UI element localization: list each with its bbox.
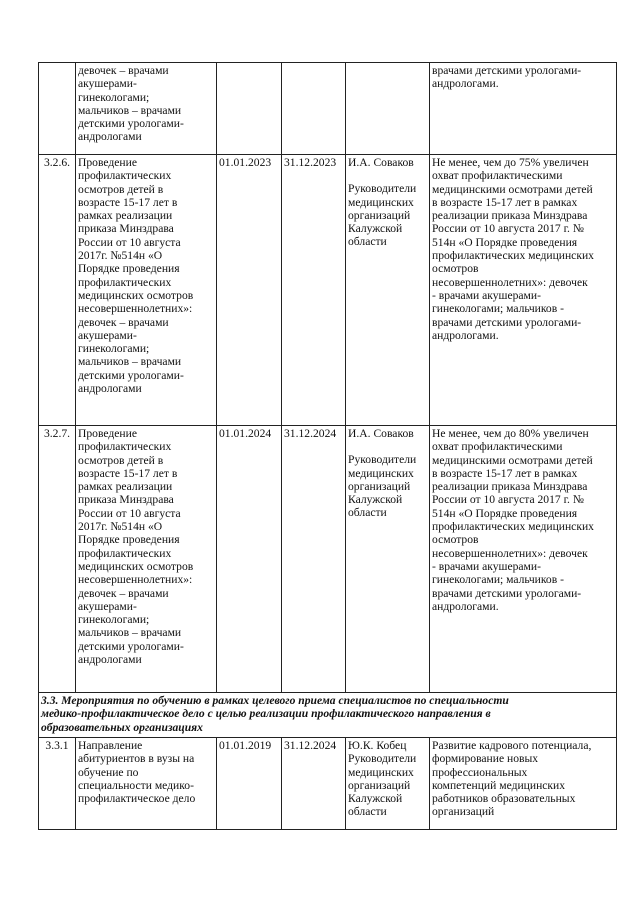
responsible-organizations [348, 182, 427, 248]
table-row [39, 426, 617, 693]
text-line: медицинских [348, 765, 414, 779]
text-line: 514н «О Порядке проведения [432, 235, 578, 249]
text-line: специальности медико- [78, 778, 194, 792]
row-number: 3.2.6. [39, 155, 76, 426]
expected-result [430, 738, 617, 830]
end-date: 31.12.2023 [282, 155, 346, 426]
text-line: области [348, 235, 387, 249]
text-line: Не менее, чем до 75% увеличен [432, 156, 589, 169]
text-line: андрологами. [432, 599, 499, 613]
text-line: акушерами- [78, 599, 137, 613]
expected-result [430, 426, 617, 693]
start-date: 01.01.2024 [217, 426, 282, 693]
text-line: профилактических медицинских [432, 520, 594, 534]
text-line: области [348, 805, 387, 819]
text-line: рамках реализации [78, 480, 173, 494]
text-line: медицинскими осмотрами детей [432, 182, 593, 196]
text-line: врачами детскими урологами- [432, 64, 582, 77]
start-date: 01.01.2019 [217, 738, 282, 830]
text-line: андрологами. [432, 77, 499, 91]
text-line: гинекологами; мальчиков - [432, 573, 564, 587]
end-date [282, 63, 346, 155]
text-line: 2017г. №514н «О [78, 249, 163, 263]
text-line: врачами детскими урологами- [432, 586, 582, 600]
text-line: Порядке проведения [78, 533, 180, 547]
text-line: Развитие кадрового потенциала, [432, 739, 592, 752]
text-line: приказа Минздрава [78, 493, 174, 507]
text-line: детскими урологами- [78, 117, 184, 131]
start-date: 01.01.2023 [217, 155, 282, 426]
end-date: 31.12.2024 [282, 738, 346, 830]
table-row [39, 155, 617, 426]
text-line: охват профилактическими [432, 440, 563, 454]
text-line: медико-профилактическое дело с целью реализации профилактического направления в [41, 707, 491, 721]
text-line: несовершеннолетних»: девочек [432, 275, 588, 289]
text-line: профилактических [78, 169, 172, 183]
text-line: организаций [348, 479, 411, 493]
measures-table [38, 62, 617, 830]
text-line: мальчиков – врачами [78, 103, 182, 117]
text-line: медицинскими осмотрами детей [432, 453, 593, 467]
table-row [39, 738, 617, 830]
measure-description [76, 63, 217, 155]
text-line: профилактических [78, 546, 172, 560]
table-row [39, 63, 617, 155]
text-line: России от 10 августа [78, 235, 181, 249]
text-line: осмотров детей в [78, 182, 164, 196]
text-line: формирование новых [432, 752, 539, 766]
start-date [217, 63, 282, 155]
section-header-row [39, 693, 617, 738]
text-line: Калужской [348, 222, 403, 236]
text-line: медицинских осмотров [78, 559, 194, 573]
responsible-organizations [348, 453, 427, 519]
text-line: Не менее, чем до 80% увеличен [432, 427, 589, 440]
text-line: работников образовательных [432, 792, 576, 806]
responsible [346, 155, 430, 426]
text-line: Руководители [348, 182, 417, 196]
expected-result [430, 155, 617, 426]
text-line: реализации приказа Минздрава [432, 209, 588, 223]
text-line: медицинских [348, 466, 414, 480]
text-line: медицинских осмотров [78, 288, 194, 302]
text-line: Проведение [78, 427, 137, 440]
measure-description [76, 155, 217, 426]
responsible-name: И.А. Соваков [348, 427, 414, 440]
text-line: области [348, 506, 387, 520]
row-number: 3.3.1 [39, 738, 76, 830]
measure-description [76, 738, 217, 830]
text-line: приказа Минздрава [78, 222, 174, 236]
text-line: Калужской [348, 493, 403, 507]
text-line: в возрасте 15-17 лет в рамках [432, 195, 578, 209]
text-line: - врачами акушерами- [432, 288, 541, 302]
measure-description [76, 426, 217, 693]
text-line: Руководители [348, 453, 417, 467]
text-line: рамках реализации [78, 209, 173, 223]
text-line: мальчиков – врачами [78, 355, 182, 369]
text-line: гинекологами; мальчиков - [432, 302, 564, 316]
text-line: организаций [348, 778, 411, 792]
text-line: 3.3. Мероприятия по обучению в рамках целевого приема специалистов по специальности [41, 694, 509, 707]
row-number: 3.2.7. [39, 426, 76, 693]
expected-result [430, 63, 617, 155]
text-line: профилактических [78, 275, 172, 289]
text-line: несовершеннолетних»: [78, 573, 193, 587]
text-line: осмотров детей в [78, 453, 164, 467]
text-line: - врачами акушерами- [432, 559, 541, 573]
text-line: осмотров [432, 533, 479, 547]
text-line: осмотров [432, 262, 479, 276]
row-number [39, 63, 76, 155]
text-line: девочек – врачами [78, 586, 169, 600]
text-line: несовершеннолетних»: [78, 302, 193, 316]
text-line: охват профилактическими [432, 169, 563, 183]
text-line: врачами детскими урологами- [432, 315, 582, 329]
responsible-name: И.А. Соваков [348, 156, 414, 169]
text-line: детскими урологами- [78, 639, 184, 653]
text-line: 2017г. №514н «О [78, 520, 163, 534]
text-line: профилактических медицинских [432, 249, 594, 263]
text-line: организаций [348, 208, 411, 222]
text-line: абитуриентов в вузы на [78, 752, 195, 766]
text-line: в возрасте 15-17 лет в рамках [432, 466, 578, 480]
text-line: несовершеннолетних»: девочек [432, 546, 588, 560]
text-line: акушерами- [78, 77, 137, 91]
text-line: Направление [78, 739, 143, 752]
text-line: гинекологами; [78, 90, 150, 104]
text-line: профессиональных [432, 765, 528, 779]
text-line: андрологами [78, 653, 142, 667]
text-line: образовательных организациях [41, 720, 203, 734]
text-line: возрасте 15-17 лет в [78, 195, 178, 209]
text-line: России от 10 августа 2017 г. № [432, 493, 584, 507]
text-line: девочек – врачами [78, 315, 169, 329]
text-line: гинекологами; [78, 342, 150, 356]
text-line: обучение по [78, 765, 139, 779]
responsible [346, 63, 430, 155]
text-line: Порядке проведения [78, 262, 180, 276]
text-line: профилактическое дело [78, 792, 196, 806]
text-line: Проведение [78, 156, 137, 169]
responsible [346, 738, 430, 830]
responsible [346, 426, 430, 693]
text-line: акушерами- [78, 328, 137, 342]
section-title [39, 693, 617, 738]
text-line: реализации приказа Минздрава [432, 480, 588, 494]
text-line: андрологами. [432, 328, 499, 342]
text-line: России от 10 августа 2017 г. № [432, 222, 584, 236]
text-line: гинекологами; [78, 613, 150, 627]
text-line: Руководители [348, 752, 417, 766]
text-line: профилактических [78, 440, 172, 454]
text-line: компетенций медицинских [432, 778, 566, 792]
text-line: возрасте 15-17 лет в [78, 466, 178, 480]
text-line: Ю.К. Кобец [348, 739, 407, 752]
text-line: андрологами [78, 130, 142, 144]
text-line: 514н «О Порядке проведения [432, 506, 578, 520]
text-line: детскими урологами- [78, 368, 184, 382]
text-line: девочек – врачами [78, 64, 169, 77]
text-line: Калужской [348, 792, 403, 806]
end-date: 31.12.2024 [282, 426, 346, 693]
text-line: организаций [432, 805, 495, 819]
text-line: мальчиков – врачами [78, 626, 182, 640]
text-line: андрологами [78, 382, 142, 396]
text-line: медицинских [348, 195, 414, 209]
text-line: России от 10 августа [78, 506, 181, 520]
